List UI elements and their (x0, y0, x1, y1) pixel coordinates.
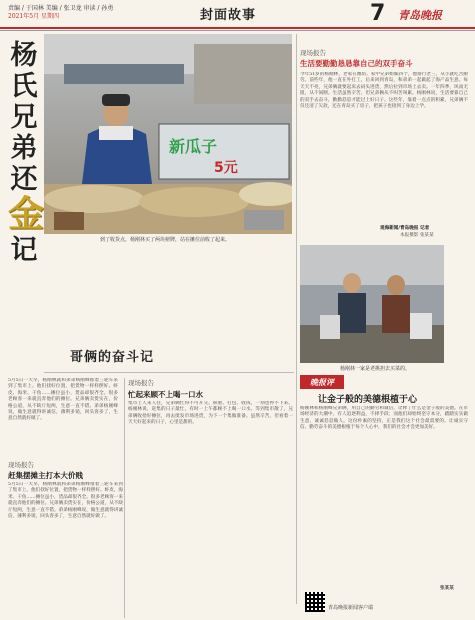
column-divider (296, 34, 297, 604)
svg-text:5元: 5元 (214, 160, 238, 176)
photo-credit: 本报摄影 张某某 (400, 233, 434, 238)
left-intro-text: 5月5日一大早，杨刚林就和弟弟杨刚峰推着三轮车来到了集市上。他们找好位置，把货物一样样摆好。虾皮、海米、干鱼……摊位虽小，货品却很齐全。很多老顾客一来就直奔他们的摊位。兄弟俩卖货实在，价格公道，从不缺斤短两，生意一直不错。弟弟杨刚峰说，做生意就得讲诚信，薄利多销，回头客多了，生意自然就好做了。 (8, 378, 118, 422)
market-stall-photo (44, 34, 292, 234)
qr-label: 青岛晚报新闻客户端 (328, 605, 374, 611)
svg-text:新瓜子: 新瓜子 (169, 137, 218, 156)
commentary-author: 张某某 (440, 586, 454, 591)
right-body-text: 今年51岁的杨刚林，老家在潍坊。家中兄弟姐妹四个，他排行老三，从小就吃苦耐劳。前些年，他一直在外打工，后来回到青岛，和弟弟一起做起了海产品生意。每天天不亮，兄弟俩就要起床去码头进货，然后拉到市场上去卖。一年四季，风雨无阻，从不间断。生活虽然辛苦，但兄弟俩从不叫苦叫累。杨刚林说，生活要靠自己的双手去奋斗，勤勤恳恳才能过上好日子。这些年，靠着一点点的积累，兄弟俩不仅还清了欠款，还在青岛买了房子，把孩子也接到了身边上学。 (300, 72, 468, 110)
feature-title-char: 还 (10, 164, 38, 195)
middle-section-label: 现场报告 (128, 379, 154, 387)
page-number: 7 (370, 1, 386, 26)
commentary-badge: 晚报评 (300, 375, 344, 389)
column-divider (124, 378, 125, 618)
main-title: 哥俩的奋斗记 (70, 350, 155, 365)
left-section-label: 现场报告 (8, 461, 34, 469)
right-subtitle: 生活要勤勤恳恳靠自己的双手奋斗 (300, 59, 413, 68)
left-body-text: 5月5日一大早，杨刚林就和弟弟杨刚峰推着三轮车来到了集市上。他们找好位置，把货物一样样摆好。虾皮、海米、干鱼……摊位虽小，货品却很齐全。很多老顾客一来就直奔他们的摊位。兄弟俩卖货实在，价格公道，从不缺斤短两，生意一直不错。弟弟杨刚峰说，做生意就得讲诚信，薄利多销，回头客多了，生意自然就好做了。 (8, 482, 123, 520)
feature-title-char-gold: 金 (8, 194, 45, 235)
feature-title-char: 杨 (10, 40, 38, 71)
masthead-editors (8, 5, 113, 21)
brothers-photo (300, 245, 444, 363)
middle-subtitle: 忙起来顾不上喝一口水 (128, 390, 203, 399)
left-subtitle: 赶集摆摊主打本大价贱 (8, 471, 83, 480)
feature-title-char: 氏 (10, 71, 38, 102)
commentary-body: 杨刚林和杨刚峰兄弟俩，用自己的勤劳和诚信，诠释了什么是金子般的美德。在市场经济的大潮中，有人追逐利益，不择手段；而他们却始终坚守本分，踏踏实实做生意，诚诚恳恳做人。这份朴素的坚持，正是我们这个社会最需要的。让诚实守信、勤劳奋斗的美德根植于每个人心中，我们的社会才会更加美好。 (300, 406, 468, 431)
editors-line: 责编 / 于国林 美编 / 张卫龙 审读 / 孙勇 (8, 5, 114, 12)
qr-code-icon (305, 592, 325, 612)
middle-body-text: 集市上人来人往，兄弟俩忙得不可开交。称重、打包、收钱，一刻也停不下来。杨刚林说，赶集的日子最忙，有时一上午都顾不上喝一口水。等到集市散了，兄弟俩收拾好摊位，再去批发市场进货，为下一个集做准备。虽然辛苦，但看着一天天好起来的日子，心里是甜的。 (128, 401, 293, 426)
feature-title-char: 弟 (10, 133, 38, 164)
date-line: 2021年5月 星期四 (8, 13, 59, 20)
feature-title (8, 40, 45, 266)
byline: 观海新闻/青岛晚报 记者 (380, 226, 430, 231)
title-divider (44, 372, 294, 373)
newspaper-logo: 青岛晚报 (398, 9, 442, 22)
header-rule (0, 27, 475, 29)
header-rule-thin (0, 30, 475, 31)
feature-title-char: 兄 (10, 102, 38, 133)
right-section-label: 现场报告 (300, 49, 326, 57)
photo2-caption: 杨刚林一家是老挑担去买菜的。 (340, 366, 411, 372)
photo1-caption: 到了收货点，杨刚林买了两块榜牌，站在摊位前收了起来。 (100, 237, 231, 243)
section-heading: 封面故事 (200, 8, 257, 23)
feature-title-char: 记 (10, 235, 38, 266)
commentary-title: 让金子般的美德根植于心 (318, 395, 418, 405)
